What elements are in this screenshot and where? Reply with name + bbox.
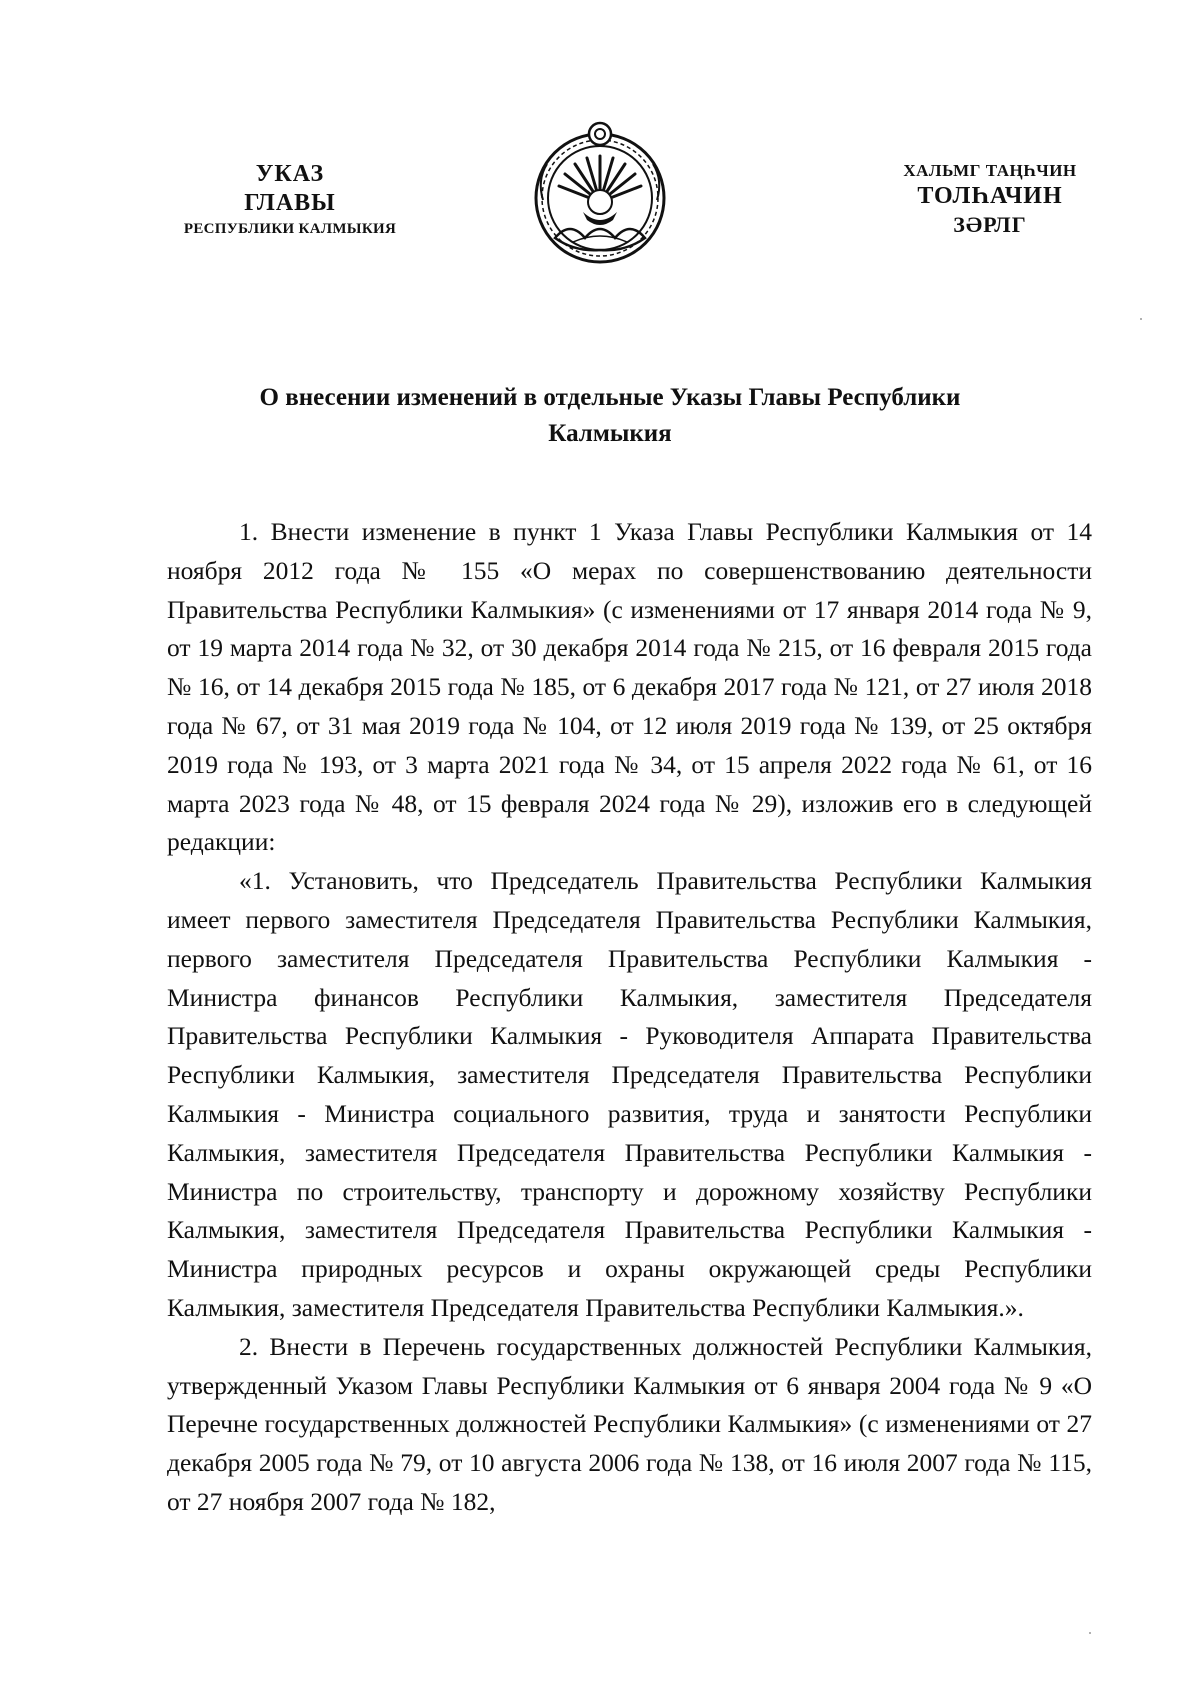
header-right-line2: ТОЛҺАЧИН	[917, 183, 1063, 210]
header-left-line2: ГЛАВЫ	[244, 189, 336, 216]
paragraph-2: «1. Установить, что Председатель Правительства Республики Калмыкия имеет первого заместителя Председателя Правительства Республики Калмыкия, первого заместителя Председателя Правительства Республики Калмыкия - Министра финансов Республики Калмыкия, заместителя Председателя Правительства Республики Калмыкия - Руководителя Аппарата Правительства Республики Калмыкия, заместителя Председателя Правительства Республики Калмыкия - Министра социального развития, труда и занятости Республики Калмыкия, заместителя Председателя Правительства Республики Калмыкия - Министра по строительству, транспорту и дорожному хозяйству Республики Калмыкия, заместителя Председателя Правительства Республики Калмыкия - Министра природных ресурсов и охраны окружающей среды Республики Калмыкия, заместителя Председателя Правительства Республики Калмыкия.».	[167, 866, 1092, 1322]
title-line2: Калмыкия	[548, 420, 672, 448]
paragraph-3: 2. Внести в Перечень государственных должностей Республики Калмыкия, утвержденный Указом Главы Республики Калмыкия от 6 января 2004 года № 9 «О Перечне государственных должностей Республики Калмыкия» (с изменениями от 27 декабря 2005 года № 79, от 10 августа 2006 года № 138, от 16 июля 2007 года № 115, от 27 ноября 2007 года № 182,	[167, 1331, 1092, 1516]
header-right-line1: ХАЛЬМГ ТАҢҺЧИН	[903, 161, 1077, 180]
scan-speck	[1089, 1632, 1091, 1634]
header-left-block	[130, 160, 450, 238]
coat-of-arms-icon	[525, 120, 675, 270]
header-right-line3: ЗӘРЛГ	[953, 212, 1027, 238]
header-right-block	[860, 160, 1120, 239]
paragraph-1: 1. Внести изменение в пункт 1 Указа Главы Республики Калмыкия от 14 ноября 2012 года № 155 «О мерах по совершенствованию деятельности Правительства Республики Калмыкия» (с изменениями от 17 января 2014 года № 9, от 19 марта 2014 года № 32, от 30 декабря 2014 года № 215, от 16 февраля 2015 года № 16, от 14 декабря 2015 года № 185, от 6 декабря 2017 года № 121, от 27 июля 2018 года № 67, от 31 мая 2019 года № 104, от 12 июля 2019 года № 139, от 25 октября 2019 года № 193, от 3 марта 2021 года № 34, от 15 апреля 2022 года № 61, от 16 марта 2023 года № 48, от 15 февраля 2024 года № 29), изложив его в следующей редакции:	[167, 517, 1092, 857]
document-body	[167, 513, 1092, 1522]
scan-speck	[1140, 318, 1142, 320]
header-left-line1: УКАЗ	[255, 161, 325, 187]
document-title	[200, 380, 1020, 453]
title-line1: О внесении изменений в отдельные Указы Главы Республики	[259, 384, 961, 411]
header-left-line3: РЕСПУБЛИКИ КАЛМЫКИЯ	[183, 220, 397, 237]
